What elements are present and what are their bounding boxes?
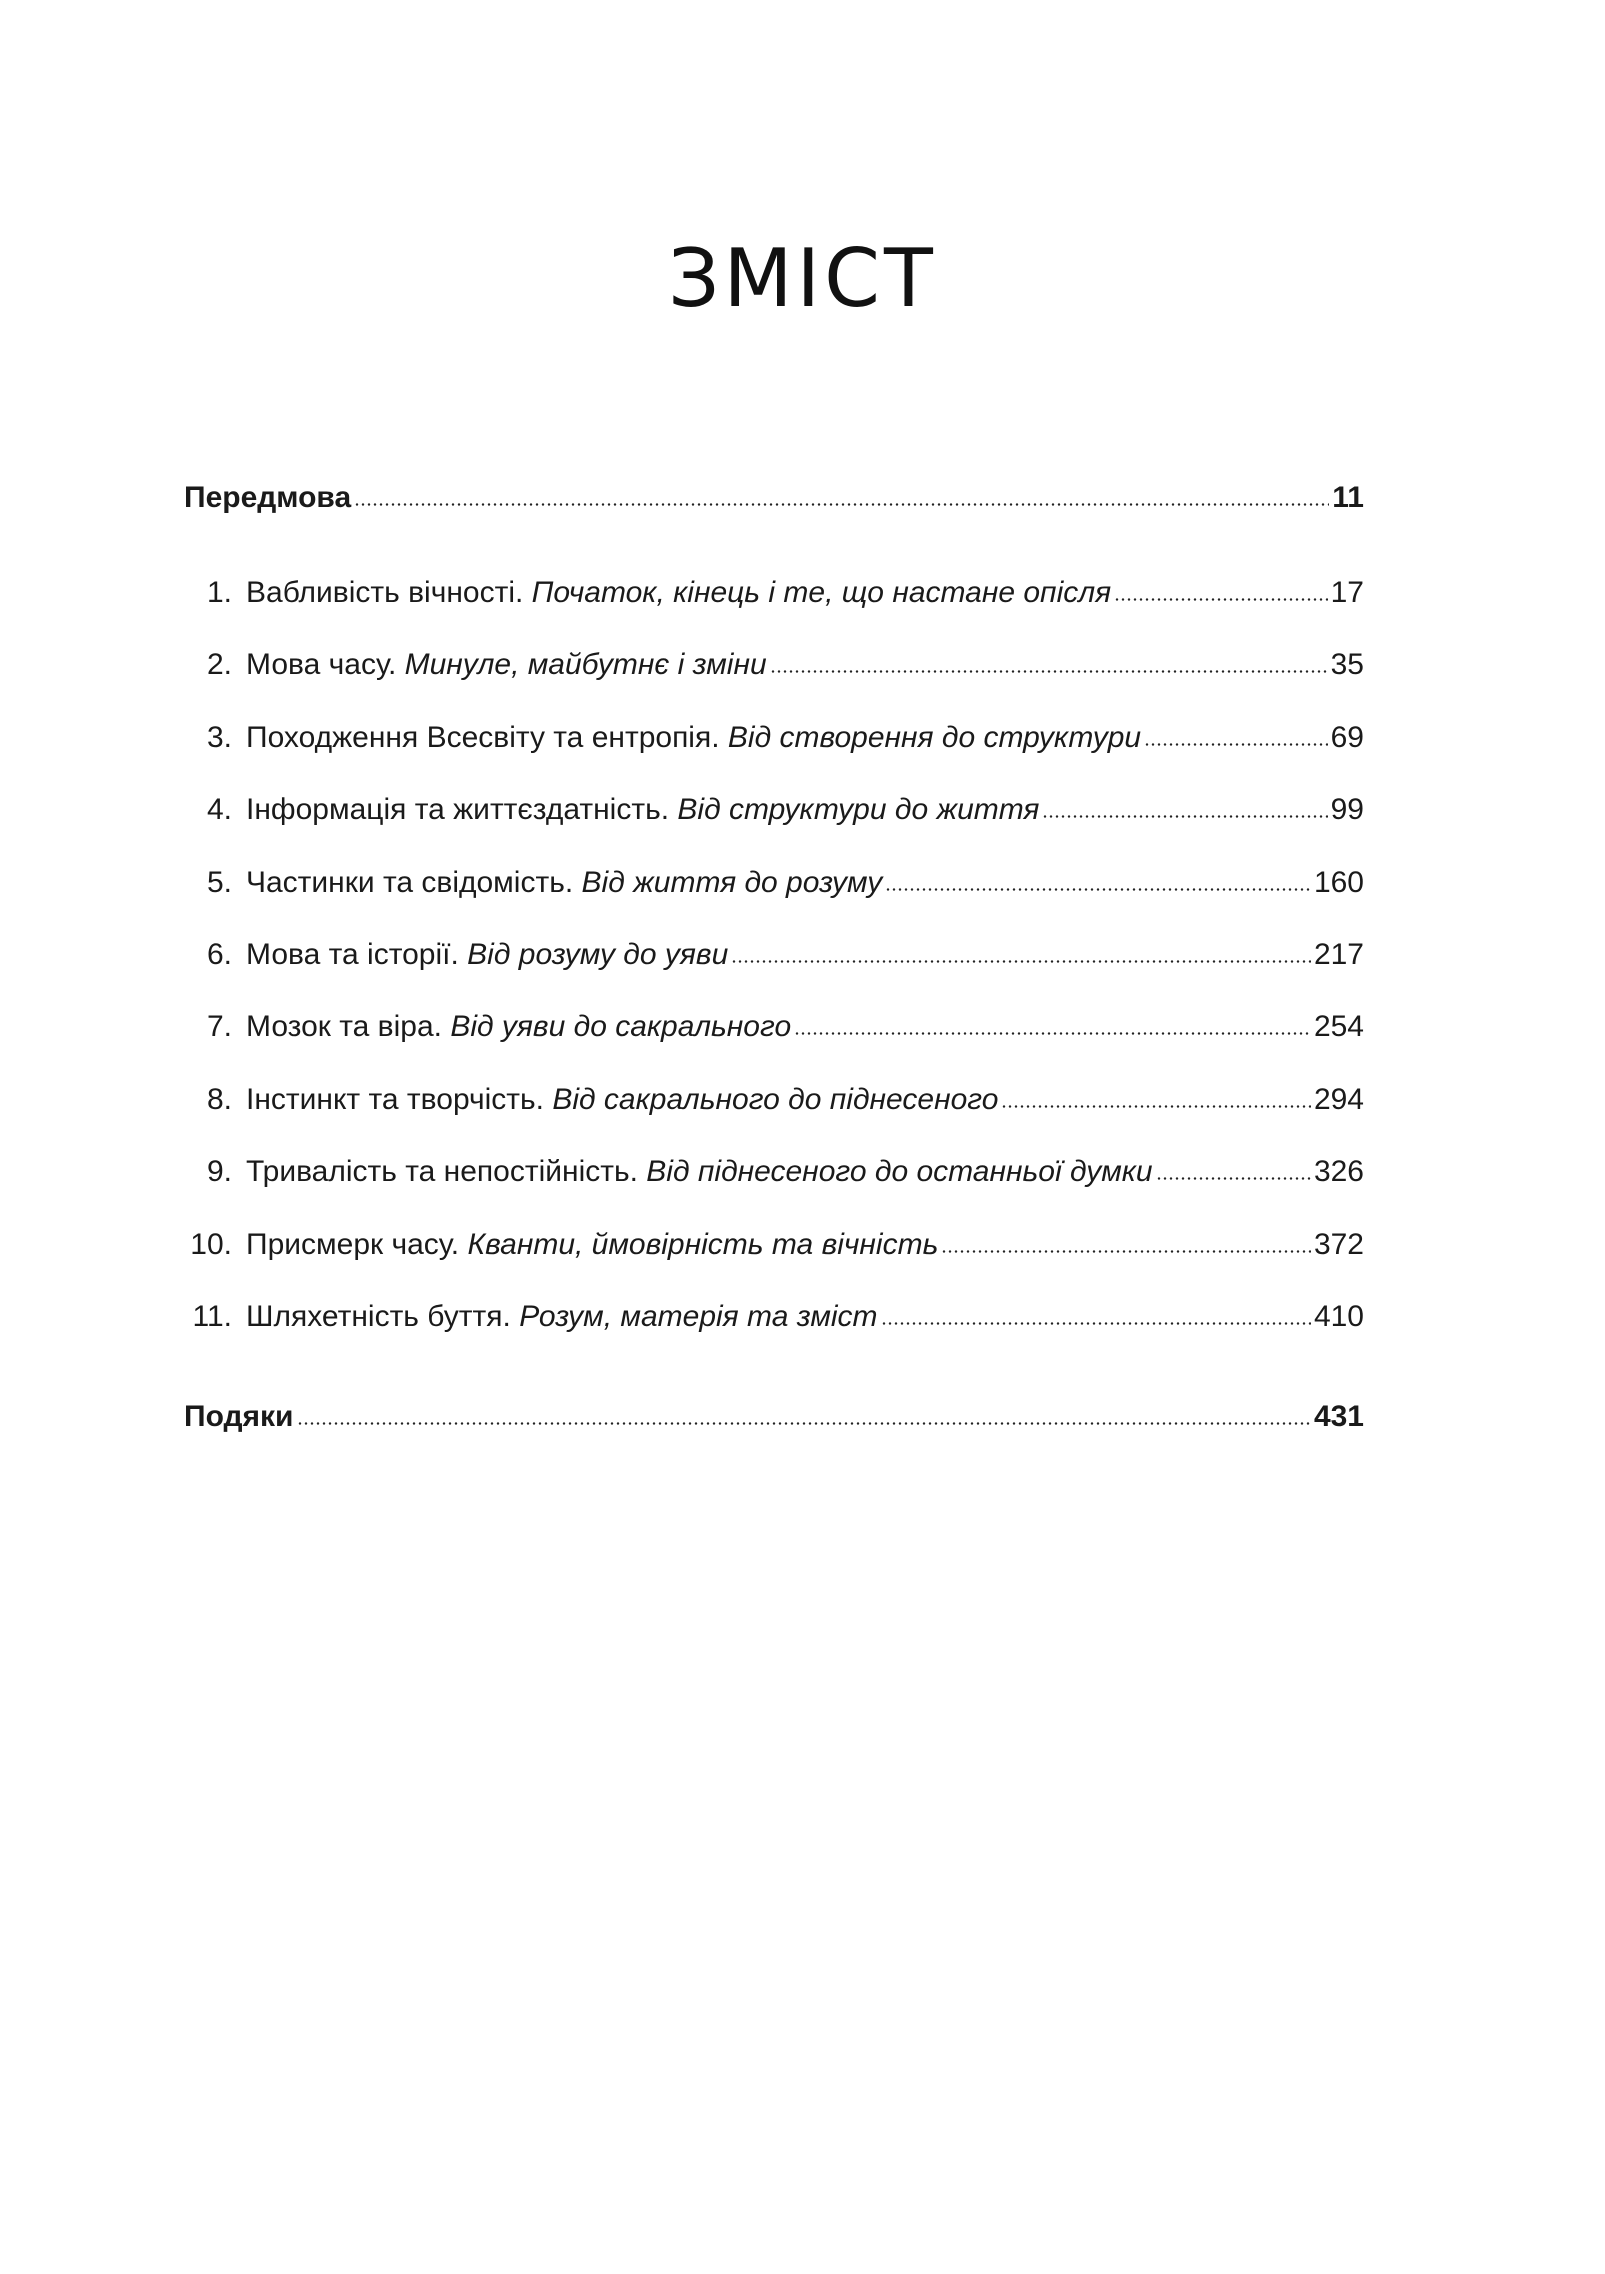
chapter-subtitle: Від створення до структури xyxy=(727,720,1142,754)
toc-entry-chapter[interactable] xyxy=(184,573,1364,613)
toc-page-number: 11 xyxy=(1332,481,1364,514)
toc-page-number: 410 xyxy=(1313,1300,1364,1333)
toc-entry-label: Передмова xyxy=(184,481,352,514)
toc-entry-chapter[interactable] xyxy=(184,1007,1364,1047)
dot-leader xyxy=(1114,598,1327,601)
dot-leader xyxy=(770,670,1328,673)
chapter-number: 8. xyxy=(206,1082,232,1116)
chapter-number: 7. xyxy=(206,1010,232,1044)
dot-leader xyxy=(1156,1177,1311,1180)
toc-entry-chapter[interactable] xyxy=(184,1297,1364,1337)
chapter-title: Тривалість та непостійність. xyxy=(246,1155,638,1189)
chapter-title: Присмерк часу. xyxy=(246,1227,460,1261)
chapter-subtitle: Від уяви до сакрального xyxy=(450,1010,792,1044)
dot-leader xyxy=(941,1250,1311,1253)
toc-entry-acknowledgements[interactable] xyxy=(184,1397,1364,1437)
toc-page-number: 160 xyxy=(1313,865,1364,899)
toc-entry-chapter[interactable] xyxy=(184,1080,1364,1120)
toc-entry-chapter[interactable] xyxy=(184,790,1364,830)
dot-leader xyxy=(354,503,1329,506)
toc-page-number: 254 xyxy=(1313,1010,1364,1044)
toc-page-number: 431 xyxy=(1313,1400,1364,1433)
toc-page-number: 326 xyxy=(1313,1155,1364,1189)
chapter-subtitle: Минуле, майбутнє і зміни xyxy=(404,648,767,682)
toc-entry-chapter[interactable] xyxy=(184,863,1364,903)
toc-page-number: 35 xyxy=(1330,648,1364,682)
page-title: ЗМІСТ xyxy=(668,232,937,325)
toc-page-number: 372 xyxy=(1313,1227,1364,1261)
dot-leader xyxy=(1144,743,1328,746)
chapter-subtitle: Від структури до життя xyxy=(677,793,1040,827)
toc-entry-chapter[interactable] xyxy=(184,935,1364,975)
chapter-number: 5. xyxy=(206,865,232,899)
chapter-title: Шляхетність буття. xyxy=(246,1300,511,1333)
toc-entry-chapter[interactable] xyxy=(184,645,1364,685)
chapter-subtitle: Кванти, ймовірність та вічність xyxy=(467,1227,939,1261)
dot-leader xyxy=(794,1032,1311,1035)
toc-page-number: 17 xyxy=(1330,576,1364,609)
chapter-subtitle: Початок, кінець і те, що настане опісля xyxy=(531,576,1112,609)
chapter-number: 6. xyxy=(206,938,232,971)
chapter-title: Інстинкт та творчість. xyxy=(246,1082,544,1116)
chapter-subtitle: Від сакрального до піднесеного xyxy=(552,1082,999,1116)
dot-leader xyxy=(1001,1105,1311,1108)
chapter-number: 11. xyxy=(192,1300,232,1333)
chapter-subtitle: Розум, матерія та зміст xyxy=(519,1300,878,1333)
chapter-number: 1. xyxy=(206,576,232,609)
dot-leader xyxy=(731,960,1311,963)
toc-entry-label: Подяки xyxy=(184,1400,294,1433)
chapter-number: 10. xyxy=(190,1227,232,1261)
toc-entry-chapter[interactable] xyxy=(184,1152,1364,1192)
chapter-title: Мова часу. xyxy=(246,648,397,682)
dot-leader xyxy=(885,888,1311,891)
dot-leader xyxy=(881,1322,1311,1325)
chapter-subtitle: Від життя до розуму xyxy=(581,865,883,899)
chapter-title: Інформація та життєздатність. xyxy=(246,793,670,827)
chapter-title: Походження Всесвіту та ентропія. xyxy=(246,720,720,754)
chapter-number: 2. xyxy=(206,648,232,682)
chapter-number: 3. xyxy=(206,720,232,754)
chapter-title: Частинки та свідомість. xyxy=(246,865,574,899)
toc-entry-chapter[interactable] xyxy=(184,718,1364,758)
toc-entry-chapter[interactable] xyxy=(184,1225,1364,1265)
chapter-number: 4. xyxy=(206,793,232,827)
chapter-number: 9. xyxy=(206,1155,232,1189)
chapter-title: Мова та історії. xyxy=(246,938,459,971)
toc-page-number: 217 xyxy=(1313,938,1364,971)
dot-leader xyxy=(1042,815,1327,818)
toc-entry-preface[interactable] xyxy=(184,478,1364,518)
chapter-subtitle: Від розуму до уяви xyxy=(467,938,729,971)
chapter-subtitle: Від піднесеного до останньої думки xyxy=(646,1155,1153,1189)
chapter-title: Вабливість вічності. xyxy=(246,576,524,609)
chapter-title: Мозок та віра. xyxy=(246,1010,442,1044)
dot-leader xyxy=(297,1422,1311,1425)
toc-page-number: 294 xyxy=(1313,1082,1364,1116)
toc-page-number: 69 xyxy=(1330,720,1364,754)
toc-page-number: 99 xyxy=(1330,793,1364,827)
